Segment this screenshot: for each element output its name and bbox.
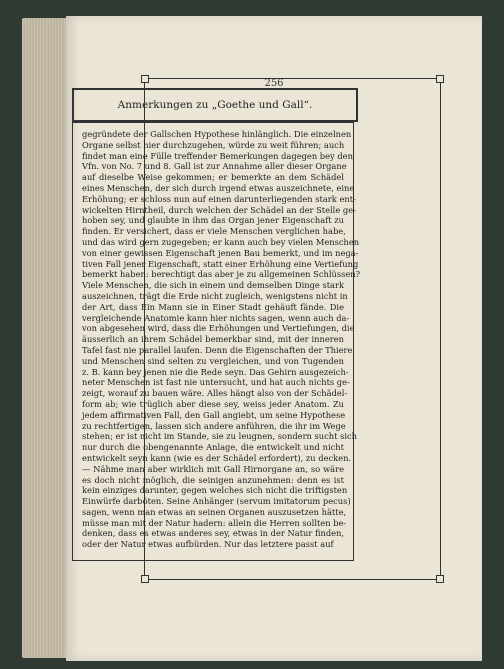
frame-corner-bottom-left [141,575,149,583]
frame-corner-top-right [436,75,444,83]
text-line: neter Menschen ist fast nie untersucht, und hat auch nichts ge- [82,377,350,388]
text-line: gegründete der Gallschen Hypothese hinlänglich. Die einzelnen [82,129,352,139]
text-line: z. B. kann bey jenen nie die Rede seyn. Das Gehirn ausgezeich- [82,366,349,377]
text-line: von abgesehen wird, dass die Erhöhungen und Vertiefungen, die [82,323,355,334]
text-line: finden. Er versichert, dass er viele Menschen verglichen habe, [82,226,346,237]
text-line: zeigt, worauf zu bauen wäre. Alles hängt also von der Schädel- [82,388,348,399]
text-line: jedem affirmativen Fall, den Gall angiebt, um seine Hypothese [82,409,346,420]
text-line: Erhöhung; er schloss nun auf einen darunterliegenden stark ent- [82,193,356,204]
page-number: 256 [264,78,284,89]
text-line: Viele Menschen, die sich in einem und demselben Dinge stark [82,280,344,291]
text-line: vergleichende Anatomie kann hier nichts sagen, wenn auch da- [82,312,350,323]
text-line: und das wird gern zugegeben; er kann auch bey vielen Menschen [82,236,360,247]
text-line: form ab; wie trüglich aber diese sey, weiss jeder Anatom. Zu [82,398,344,409]
running-header-box [72,88,358,122]
text-line: tiven Fall jener Eigenschaft, statt einer Erhöhung eine Vertiefung [82,258,359,269]
text-line: zu rechtfertigen, lassen sich andere anführen, die ihr im Wege [82,420,346,431]
page [66,16,482,661]
text-line: der Art, dass Ein Mann sie in Einer Stadt gehäuft fände. Die [82,301,344,312]
text-line: findet man eine Fülle treffender Bemerkungen dagegen bey den [82,150,353,161]
text-line: denken, dass es etwas anderes sey, etwas in der Natur finden, [82,528,345,539]
text-line: auszeichnen, trägt die Erde nicht zugleich, wenigstens nicht in [82,290,348,301]
book-page-edges [22,18,72,658]
text-line: oder der Natur etwas aufbürden. Nur das letztere passt auf [82,539,334,550]
text-line: Einwürfe darböten. Seine Anhänger (servum imitatorum pecus) [82,496,351,507]
text-line: bemerkt haben: berechtigt das aber je zu allgemeinen Schlüssen? [82,269,361,280]
text-line: Vfn. von No. 7 und 8. Gall ist zur Annahme aller dieser Organe [82,161,347,172]
text-line: stehen; er ist nicht im Stande, sie zu leugnen, sondern sucht sich [82,431,357,442]
text-line: entwickelt seyn kann (wie es der Schädel erfordert), zu decken. [82,452,352,463]
text-line: müsse man mit der Natur hadern: allein die Herren sollten be- [82,517,347,528]
text-line: kein einziges darunter, gegen welches sich nicht die triftigsten [82,485,348,496]
text-line: Organe selbst hier durchzugehen, würde zu weit führen; auch [82,139,345,150]
text-line: äusserlich an ihrem Schädel bemerkbar sind, mit der inneren [82,334,344,345]
text-line: wickelten Hirntheil, durch welchen der Schädel an der Stelle ge- [82,204,356,215]
text-line: sagen, wenn man etwas an seinen Organen auszusetzen hätte, [82,506,347,517]
body-text [82,129,361,550]
text-line: nur durch die obengenannte Anlage, die entwickelt und nicht [82,442,344,453]
text-line: es doch nicht möglich, die seinigen anzunehmen: denn es ist [82,474,344,485]
text-line: — Nähme man aber wirklich mit Gall Hirnorgane an, so wäre [82,463,344,474]
frame-corner-bottom-right [436,575,444,583]
text-line: eines Menschen, der sich durch irgend etwas auszeichnete, eine [82,182,355,193]
text-line: von einer gewissen Eigenschaft jenen Bau bemerkt, und im nega- [82,247,359,258]
running-header: Anmerkungen zu „Goethe und Gall“. [117,99,313,111]
frame-corner-top-left [141,75,149,83]
text-line: hoben sey, und glaubte in ihm das Organ jener Eigenschaft zu [82,215,344,226]
text-line: Tafel fast nie parallel laufen. Denn die Eigenschaften der Thiere [82,344,353,355]
text-line: und Menschen sind selten zu vergleichen, und von Tugenden [82,355,344,366]
text-line: auf dieselbe Weise gekommen; er bemerkte an dem Schädel [82,172,344,183]
